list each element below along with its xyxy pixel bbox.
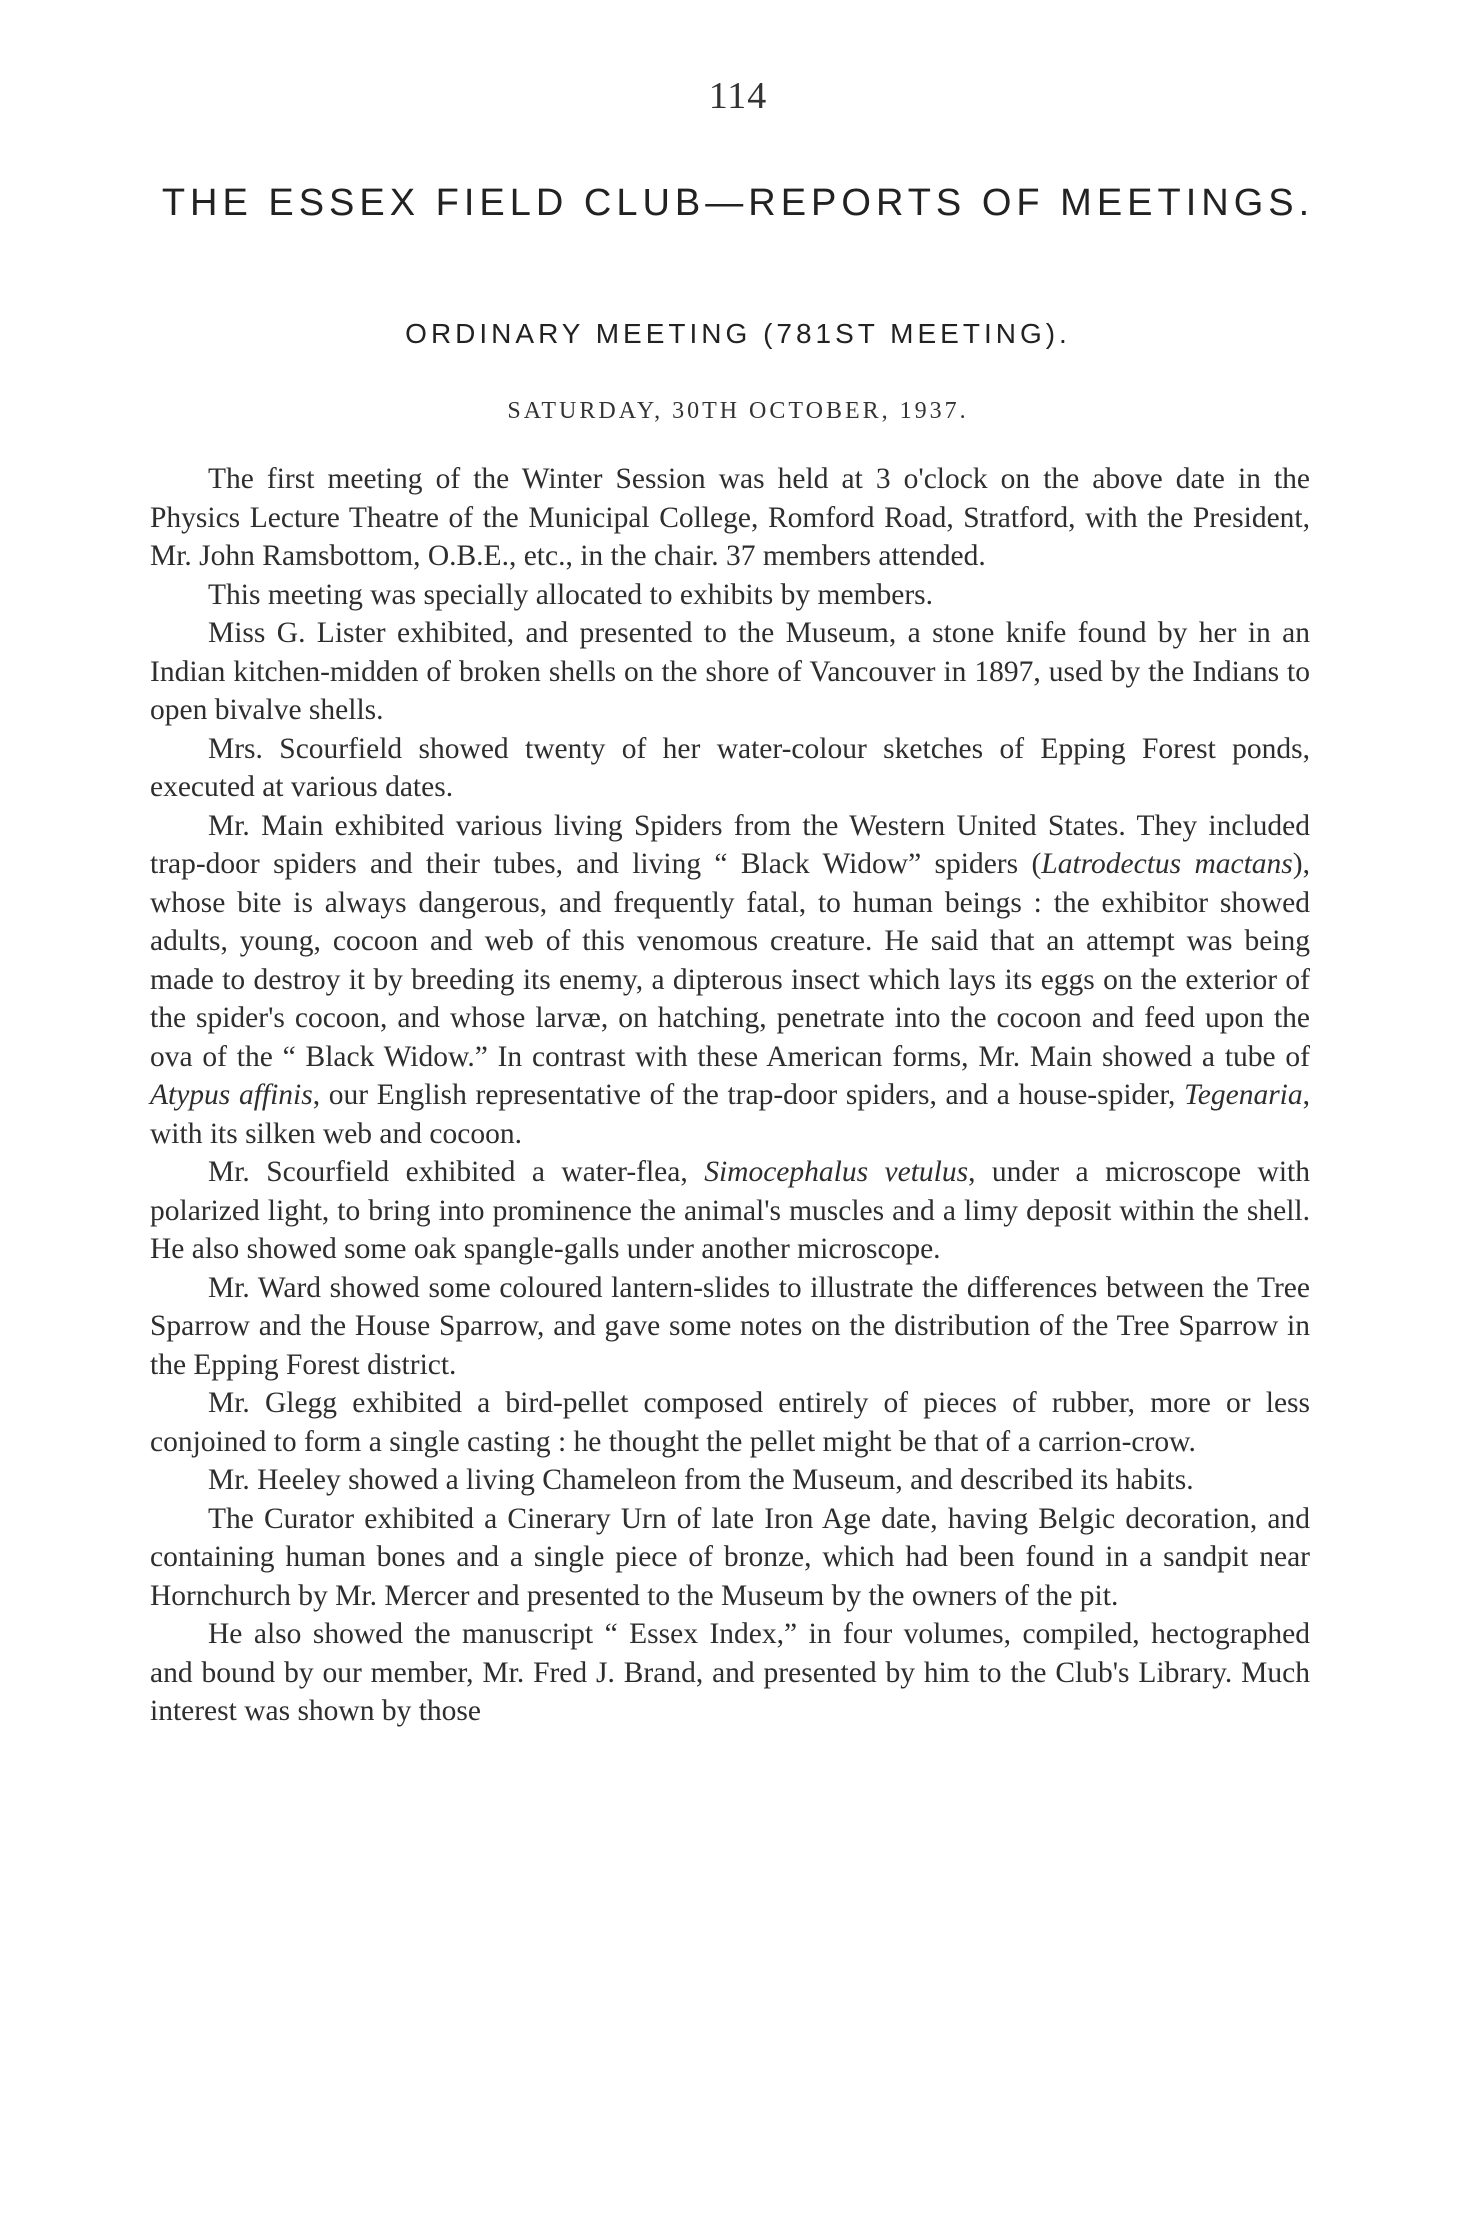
paragraph-text: Mr. Scourfield exhibited a water-flea, [208,1156,705,1188]
report-body [150,460,1310,1731]
report-paragraph [150,730,1310,807]
report-paragraph [150,1461,1310,1500]
paragraph-text: , under a microscope with polarized light, to bring into prominence the animal's muscles and a limy deposit within the shell. He also showed some oak spangle-galls under another microscope. [150,1156,1310,1265]
meeting-subtitle: ORDINARY MEETING (781ST MEETING). [405,318,1071,349]
report-paragraph [150,1153,1310,1269]
report-paragraph [150,1384,1310,1461]
paragraph-text: Mr. Heeley showed a living Chameleon from the Museum, and described its habits. [208,1464,1194,1496]
species-name: Atypus affinis [150,1079,313,1111]
page-number: 114 [708,75,768,117]
meeting-date: SATURDAY, 30TH OCTOBER, 1937. [507,398,969,424]
report-paragraph [150,1500,1310,1616]
report-paragraph [150,1615,1310,1731]
report-paragraph [150,1269,1310,1385]
report-paragraph [150,576,1310,615]
species-name: Simocephalus vetulus [704,1156,969,1188]
paragraph-text: Miss G. Lister exhibited, and presented to the Museum, a stone knife found by her in an Indian kitchen-midden of broken shells on the shore of Vancouver in 1897, used by the Indians to open bivalve shells. [150,617,1310,726]
report-paragraph [150,807,1310,1154]
paragraph-text: , our English representative of the trap-door spiders, and a house-spider, [312,1079,1185,1111]
species-name: Tegenaria [1184,1079,1303,1111]
paragraph-text: The Curator exhibited a Cinerary Urn of late Iron Age date, having Belgic decoration, and containing human bones and a single piece of bronze, which had been found in a sandpit near Hornchurch by Mr. Mercer and presented to the Museum by the owners of the pit. [150,1502,1310,1612]
paragraph-text: The first meeting of the Winter Session was held at 3 o'clock on the above date in the Physics Lecture Theatre of the Municipal College, Romford Road, Stratford, with the President, Mr. John Ramsbottom, O.B.E., etc., in the chair. 37 members attended. [150,463,1310,572]
report-paragraph [150,614,1310,730]
page-title: THE ESSEX FIELD CLUB—REPORTS OF MEETINGS. [161,182,1315,224]
species-name: Latrodectus mactans [1041,848,1293,880]
paragraph-text: Mr. Glegg exhibited a bird-pellet composed entirely of pieces of rubber, more or less conjoined to form a single casting : he thought the pellet might be that of a carrion-crow. [150,1387,1310,1458]
paragraph-text: Mr. Main exhibited various living Spiders from the Western United States. They included trap-door spiders and their tubes, and living “ Black Widow” spiders ( [150,809,1310,880]
paragraph-text: This meeting was specially allocated to exhibits by members. [208,578,934,611]
paragraph-text: ), whose bite is always dangerous, and frequently fatal, to human beings : the exhibitor showed adults, young, cocoon and web of this venomous creature. He said that an attempt was being made to destroy it by breeding its enemy, a dipterous insect which lays its eggs on the exterior of the spider's cocoon, and whose larvæ, on hatching, penetrate into the cocoon and feed upon the ova of the “ Black Widow.” In contrast with these American forms, Mr. Main showed a tube of [150,848,1310,1073]
paragraph-text: Mr. Ward showed some coloured lantern-slides to illustrate the differences between the Tree Sparrow and the House Sparrow, and gave some notes on the distribution of the Tree Sparrow in the Epping Forest district. [150,1271,1310,1381]
paragraph-text: He also showed the manuscript “ Essex Index,” in four volumes, compiled, hectographed and bound by our member, Mr. Fred J. Brand, and presented by him to the Club's Library. Much interest was shown by those [150,1618,1310,1727]
paragraph-text: , with its silken web and cocoon. [150,1079,1310,1150]
report-paragraph [150,460,1310,576]
paragraph-text: Mrs. Scourfield showed twenty of her water-colour sketches of Epping Forest ponds, executed at various dates. [150,732,1310,803]
